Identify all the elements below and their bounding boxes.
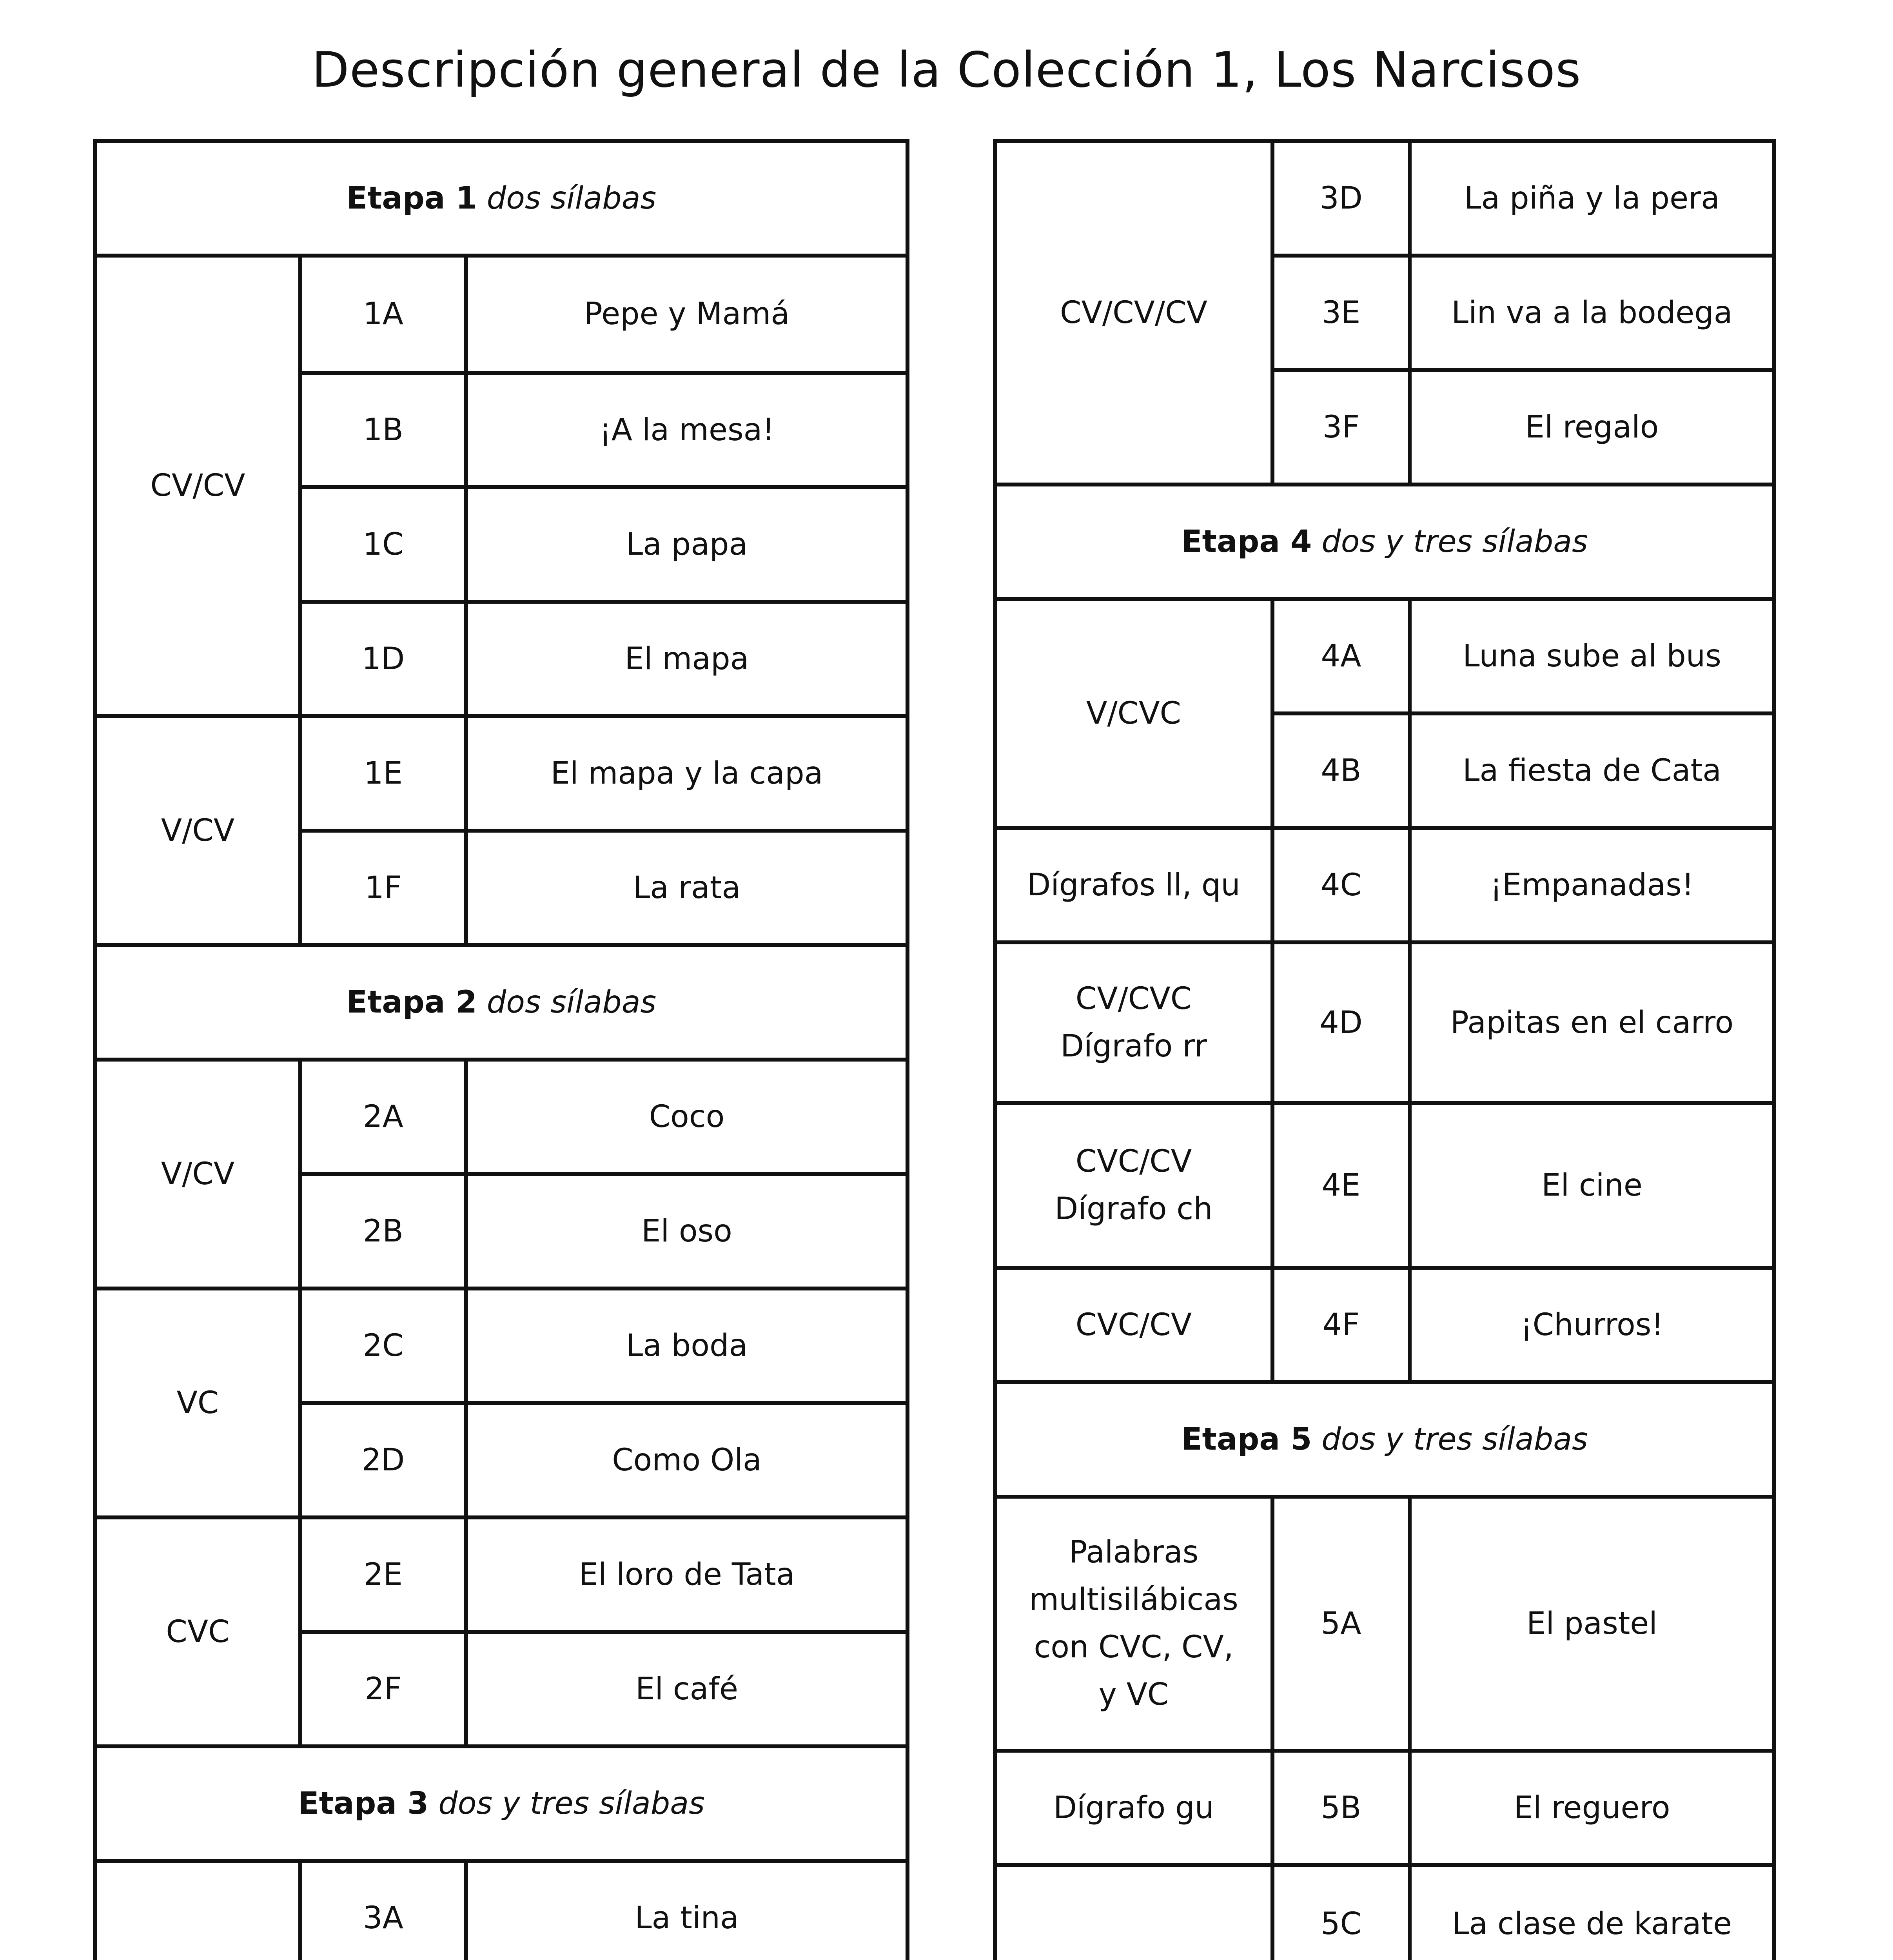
table-row bbox=[95, 256, 907, 373]
book-code-cell: 3F bbox=[1272, 370, 1410, 485]
table-row bbox=[995, 1103, 1774, 1268]
book-title-cell: El mapa bbox=[466, 602, 907, 716]
table-row bbox=[995, 1751, 1774, 1865]
book-title-cell: Como Ola bbox=[466, 1403, 907, 1517]
pattern-group-cell: CV/CV/CV bbox=[995, 141, 1272, 485]
stage-description: dos y tres sílabas bbox=[1321, 524, 1588, 559]
book-title-cell: La rata bbox=[466, 831, 907, 945]
book-code-cell: 2D bbox=[300, 1403, 466, 1517]
stage-header-row bbox=[995, 1382, 1774, 1497]
book-title-cell: ¡Churros! bbox=[1410, 1268, 1774, 1382]
book-title-cell: La tina bbox=[466, 1861, 907, 1960]
stage-description: dos y tres sílabas bbox=[1321, 1421, 1588, 1457]
stage-description: dos y tres sílabas bbox=[438, 1786, 705, 1821]
book-code-cell: 3A bbox=[300, 1861, 466, 1960]
pattern-group-cell: CVC/CV bbox=[995, 1268, 1272, 1382]
pattern-group-cell bbox=[95, 1861, 300, 1960]
book-title-cell: Lin va a la bodega bbox=[1410, 256, 1774, 370]
book-title-cell: La papa bbox=[466, 487, 907, 602]
book-title-cell: La piña y la pera bbox=[1410, 141, 1774, 256]
stage-description: dos sílabas bbox=[486, 180, 657, 216]
table-row bbox=[995, 141, 1774, 256]
book-code-cell: 4A bbox=[1272, 599, 1410, 713]
book-code-cell: 4F bbox=[1272, 1268, 1410, 1382]
book-code-cell: 1B bbox=[300, 373, 466, 487]
table-row bbox=[995, 599, 1774, 713]
stage-header-etapa-2 bbox=[95, 945, 907, 1060]
book-code-cell: 3E bbox=[1272, 256, 1410, 370]
pattern-group-cell: Dígrafos ll, qu bbox=[995, 828, 1272, 942]
stage-header-row bbox=[95, 945, 907, 1060]
stage-label: Etapa 4 bbox=[1181, 524, 1312, 559]
book-title-cell: Pepe y Mamá bbox=[466, 256, 907, 373]
book-title-cell: La fiesta de Cata bbox=[1410, 713, 1774, 828]
pattern-group-cell: V/CV bbox=[95, 1060, 300, 1289]
book-title-cell: El reguero bbox=[1410, 1751, 1774, 1865]
table-row bbox=[995, 942, 1774, 1103]
pattern-group-cell: CVC bbox=[95, 1517, 300, 1746]
pattern-group-cell: CVC/CV Dígrafo ch bbox=[995, 1103, 1272, 1268]
stage-header-row bbox=[995, 485, 1774, 599]
book-title-cell: El oso bbox=[466, 1174, 907, 1289]
book-code-cell: 2F bbox=[300, 1632, 466, 1746]
stage-header-row bbox=[95, 1746, 907, 1861]
book-code-cell: 1F bbox=[300, 831, 466, 945]
stage-label: Etapa 5 bbox=[1181, 1421, 1312, 1457]
book-code-cell: 5C bbox=[1272, 1865, 1410, 1960]
book-code-cell: 1A bbox=[300, 256, 466, 373]
book-title-cell: El regalo bbox=[1410, 370, 1774, 485]
table-row bbox=[95, 1289, 907, 1403]
stage-header-etapa-5 bbox=[995, 1382, 1774, 1497]
stage-label: Etapa 3 bbox=[298, 1786, 429, 1821]
book-title-cell: La clase de karate bbox=[1410, 1865, 1774, 1960]
book-title-cell: Papitas en el carro bbox=[1410, 942, 1774, 1103]
book-title-cell: El loro de Tata bbox=[466, 1517, 907, 1632]
book-code-cell: 3D bbox=[1272, 141, 1410, 256]
stage-header-etapa-1 bbox=[95, 141, 907, 256]
book-title-cell: El café bbox=[466, 1632, 907, 1746]
table-row bbox=[995, 1497, 1774, 1751]
book-title-cell: ¡Empanadas! bbox=[1410, 828, 1774, 942]
stage-label: Etapa 1 bbox=[346, 180, 477, 216]
book-title-cell: ¡A la mesa! bbox=[466, 373, 907, 487]
stage-description: dos sílabas bbox=[486, 984, 657, 1020]
table-row bbox=[995, 1268, 1774, 1382]
pattern-group-cell: CV/CVC Dígrafo rr bbox=[995, 942, 1272, 1103]
book-code-cell: 4B bbox=[1272, 713, 1410, 828]
book-code-cell: 2B bbox=[300, 1174, 466, 1289]
book-title-cell: Coco bbox=[466, 1060, 907, 1174]
table-row bbox=[995, 1865, 1774, 1960]
table-row bbox=[95, 1517, 907, 1632]
book-title-cell: La boda bbox=[466, 1289, 907, 1403]
book-code-cell: 2C bbox=[300, 1289, 466, 1403]
overview-table-left bbox=[93, 139, 909, 1960]
stage-header-etapa-3 bbox=[95, 1746, 907, 1861]
book-code-cell: 5B bbox=[1272, 1751, 1410, 1865]
book-title-cell: Luna sube al bus bbox=[1410, 599, 1774, 713]
book-title-cell: El cine bbox=[1410, 1103, 1774, 1268]
book-code-cell: 4C bbox=[1272, 828, 1410, 942]
stage-header-etapa-4 bbox=[995, 485, 1774, 599]
book-code-cell: 2A bbox=[300, 1060, 466, 1174]
book-code-cell: 5A bbox=[1272, 1497, 1410, 1751]
book-title-cell: El pastel bbox=[1410, 1497, 1774, 1751]
book-code-cell: 2E bbox=[300, 1517, 466, 1632]
pattern-group-cell: V/CV bbox=[95, 716, 300, 945]
book-title-cell: El mapa y la capa bbox=[466, 716, 907, 831]
book-code-cell: 1D bbox=[300, 602, 466, 716]
pattern-group-cell: Palabras multisilábicas con CVC, CV, y VC bbox=[995, 1497, 1272, 1751]
pattern-group-cell: Dígrafo gu bbox=[995, 1751, 1272, 1865]
book-code-cell: 1C bbox=[300, 487, 466, 602]
pattern-group-cell: V/CVC bbox=[995, 599, 1272, 828]
page-title: Descripción general de la Colección 1, Los Narcisos bbox=[312, 42, 1581, 98]
pattern-group-cell bbox=[995, 1865, 1272, 1960]
book-code-cell: 1E bbox=[300, 716, 466, 831]
table-row bbox=[95, 1060, 907, 1174]
book-code-cell: 4D bbox=[1272, 942, 1410, 1103]
overview-table-right bbox=[993, 139, 1776, 1960]
stage-label: Etapa 2 bbox=[346, 984, 477, 1020]
table-row bbox=[95, 1861, 907, 1960]
table-row bbox=[995, 828, 1774, 942]
table-row bbox=[95, 716, 907, 831]
pattern-group-cell: VC bbox=[95, 1289, 300, 1517]
book-code-cell: 4E bbox=[1272, 1103, 1410, 1268]
stage-header-row bbox=[95, 141, 907, 256]
pattern-group-cell: CV/CV bbox=[95, 256, 300, 716]
